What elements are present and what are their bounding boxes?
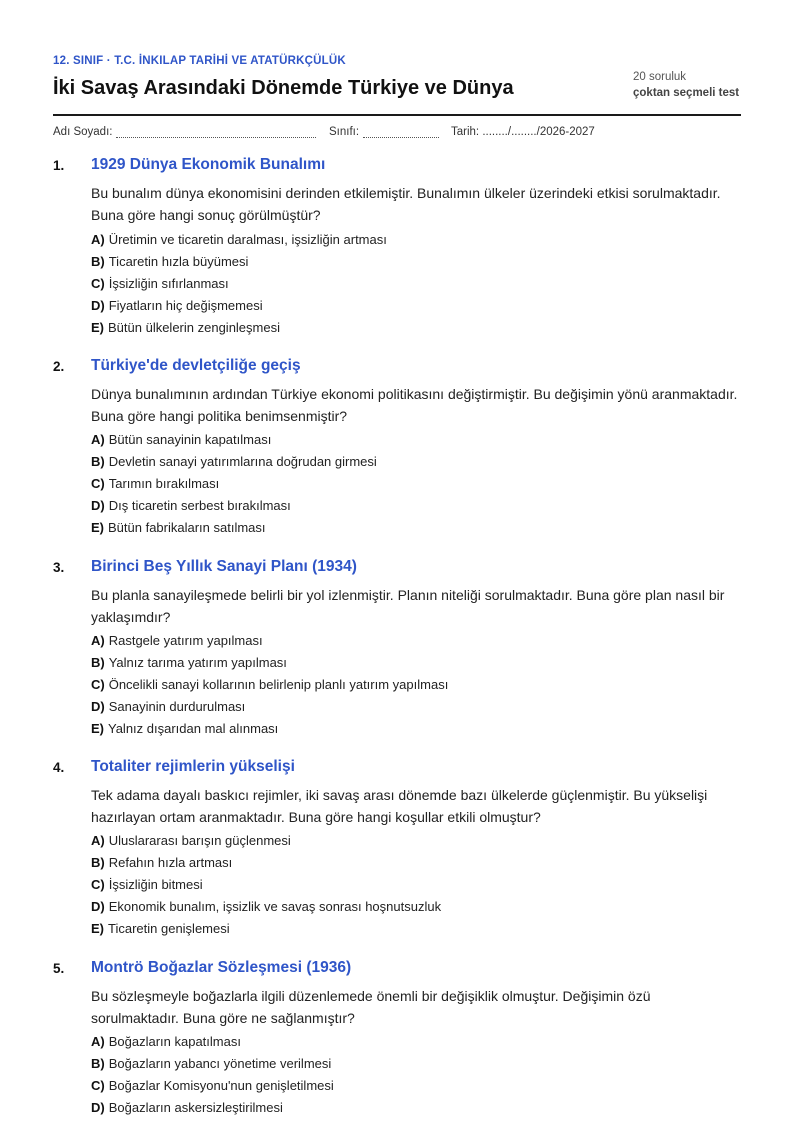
- test-meta: [633, 71, 741, 99]
- option-list: [91, 228, 387, 338]
- option-text: Boğazların kapatılması: [108, 1033, 241, 1049]
- option-c[interactable]: [91, 272, 387, 294]
- option-b[interactable]: [91, 250, 387, 272]
- option-letter: C): [91, 676, 105, 692]
- option-e[interactable]: [91, 516, 377, 538]
- question-stem: Bu planla sanayileşmede belirli bir yol izlenmiştir. Planın niteliği sorulmaktadır. Buna göre plan nasıl bir yaklaşımdır?: [91, 587, 725, 625]
- option-c[interactable]: [91, 673, 448, 695]
- option-d[interactable]: [91, 695, 448, 717]
- option-letter: B): [91, 854, 105, 870]
- option-text: Dış ticaretin serbest bırakılması: [108, 497, 291, 513]
- option-text: Fiyatların hiç değişmemesi: [108, 297, 263, 313]
- question-number: 3.: [53, 560, 65, 575]
- option-letter: B): [91, 453, 105, 469]
- option-list: [91, 428, 377, 538]
- option-a[interactable]: [91, 228, 387, 250]
- option-list: [91, 629, 448, 739]
- option-text: Üretimin ve ticaretin daralması, işsizliğin artması: [108, 231, 387, 247]
- date-label: Tarih: ......../......../2026-2027: [451, 126, 595, 138]
- option-text: Uluslararası barışın güçlenmesi: [108, 832, 291, 848]
- question-title: Türkiye'de devletçiliğe geçiş: [91, 357, 301, 374]
- question-title: 1929 Dünya Ekonomik Bunalımı: [91, 156, 326, 173]
- option-text: Rastgele yatırım yapılması: [108, 632, 263, 648]
- question-count: 20 soruluk: [633, 71, 687, 83]
- option-b[interactable]: [91, 450, 377, 472]
- question-number: 4.: [53, 760, 65, 775]
- option-text: Refahın hızla artması: [108, 854, 233, 870]
- option-letter: D): [91, 1099, 105, 1115]
- option-b[interactable]: [91, 651, 448, 673]
- option-d[interactable]: [91, 895, 441, 917]
- question-number: 1.: [53, 158, 65, 173]
- name-blank[interactable]: [116, 127, 316, 138]
- student-info-row: [53, 116, 741, 150]
- option-letter: B): [91, 253, 105, 269]
- option-letter: B): [91, 1055, 105, 1071]
- option-text: Yalnız tarıma yatırım yapılması: [108, 654, 287, 670]
- question-number: 5.: [53, 961, 65, 976]
- option-c[interactable]: [91, 472, 377, 494]
- option-letter: E): [91, 319, 104, 335]
- option-d[interactable]: [91, 494, 377, 516]
- option-letter: B): [91, 654, 105, 670]
- option-text: Ticaretin hızla büyümesi: [108, 253, 249, 269]
- option-a[interactable]: [91, 1030, 334, 1052]
- option-text: Bütün sanayinin kapatılması: [108, 431, 272, 447]
- name-field[interactable]: [53, 126, 316, 138]
- class-label: Sınıfı:: [329, 126, 360, 138]
- option-letter: E): [91, 720, 104, 736]
- option-letter: C): [91, 876, 105, 892]
- option-a[interactable]: [91, 629, 448, 651]
- question-number: 2.: [53, 359, 65, 374]
- page-header: [53, 0, 741, 116]
- option-letter: D): [91, 297, 105, 313]
- option-text: Boğazların askersizleştirilmesi: [108, 1099, 283, 1115]
- option-letter: A): [91, 1033, 105, 1049]
- option-list: [91, 829, 441, 939]
- name-label: Adı Soyadı:: [53, 126, 113, 138]
- class-blank[interactable]: [363, 127, 439, 138]
- option-text: Bütün fabrikaların satılması: [108, 519, 266, 535]
- option-letter: D): [91, 898, 105, 914]
- option-text: Bütün ülkelerin zenginleşmesi: [108, 319, 280, 335]
- subject-label: 12. SINIF · T.C. İNKILAP TARİHİ VE ATATÜRKÇÜLÜK: [53, 55, 346, 67]
- option-text: Öncelikli sanayi kollarının belirlenip planlı yatırım yapılması: [108, 676, 449, 692]
- question-title: Birinci Beş Yıllık Sanayi Planı (1934): [91, 558, 357, 575]
- option-text: Boğazlar Komisyonu'nun genişletilmesi: [108, 1077, 334, 1093]
- question-stem: Dünya bunalımının ardından Türkiye ekonomi politikasını değiştirmiştir. Bu değişimin yönü aranmaktadır. Buna göre hangi politika benimsenmiştir?: [91, 386, 738, 424]
- question-stem: Tek adama dayalı baskıcı rejimler, iki savaş arası dönemde bazı ülkelerde güçlenmiştir. Bu yükselişi hazırlayan ortam aranmaktadır. Buna göre hangi koşullar etkili olmuştur?: [91, 787, 708, 825]
- option-letter: C): [91, 475, 105, 491]
- question-stem: Bu bunalım dünya ekonomisini derinden etkilemiştir. Bunalımın ülkeler üzerindeki etkisi sorulmaktadır. Buna göre hangi sonuç görülmüştür?: [91, 185, 721, 223]
- option-letter: E): [91, 920, 104, 936]
- option-letter: A): [91, 632, 105, 648]
- test-type: çoktan seçmeli test: [633, 87, 740, 99]
- option-text: Yalnız dışarıdan mal alınması: [108, 720, 279, 736]
- question-title: Montrö Boğazlar Sözleşmesi (1936): [91, 959, 352, 976]
- option-text: Devletin sanayi yatırımlarına doğrudan girmesi: [108, 453, 377, 469]
- page-title: İki Savaş Arasındaki Dönemde Türkiye ve Dünya: [53, 77, 514, 99]
- option-text: Ekonomik bunalım, işsizlik ve savaş sonrası hoşnutsuzluk: [108, 898, 442, 914]
- option-e[interactable]: [91, 316, 387, 338]
- option-text: İşsizliğin bitmesi: [108, 876, 203, 892]
- option-text: İşsizliğin sıfırlanması: [108, 275, 229, 291]
- option-text: Boğazların yabancı yönetime verilmesi: [108, 1055, 332, 1071]
- option-e[interactable]: [91, 917, 441, 939]
- question-title: Totaliter rejimlerin yükselişi: [91, 758, 295, 775]
- option-a[interactable]: [91, 829, 441, 851]
- option-d[interactable]: [91, 294, 387, 316]
- option-letter: E): [91, 519, 104, 535]
- option-b[interactable]: [91, 1052, 334, 1074]
- option-list: [91, 1030, 334, 1118]
- option-c[interactable]: [91, 873, 441, 895]
- option-a[interactable]: [91, 428, 377, 450]
- option-letter: D): [91, 497, 105, 513]
- option-letter: C): [91, 1077, 105, 1093]
- test-page: [53, 0, 741, 1115]
- option-c[interactable]: [91, 1074, 334, 1096]
- class-field[interactable]: [329, 126, 439, 138]
- option-letter: C): [91, 275, 105, 291]
- option-d[interactable]: [91, 1096, 334, 1118]
- option-text: Tarımın bırakılması: [108, 475, 220, 491]
- option-b[interactable]: [91, 851, 441, 873]
- option-text: Ticaretin genişlemesi: [108, 920, 230, 936]
- option-text: Sanayinin durdurulması: [108, 698, 246, 714]
- option-letter: A): [91, 231, 105, 247]
- date-field[interactable]: [451, 126, 595, 138]
- option-letter: A): [91, 431, 105, 447]
- question-stem: Bu sözleşmeyle boğazlarla ilgili düzenlemede önemli bir değişiklik olmuştur. Değişimin özü sorulmaktadır. Buna göre ne sağlanmıştır?: [91, 988, 651, 1026]
- option-letter: D): [91, 698, 105, 714]
- option-e[interactable]: [91, 717, 448, 739]
- option-letter: A): [91, 832, 105, 848]
